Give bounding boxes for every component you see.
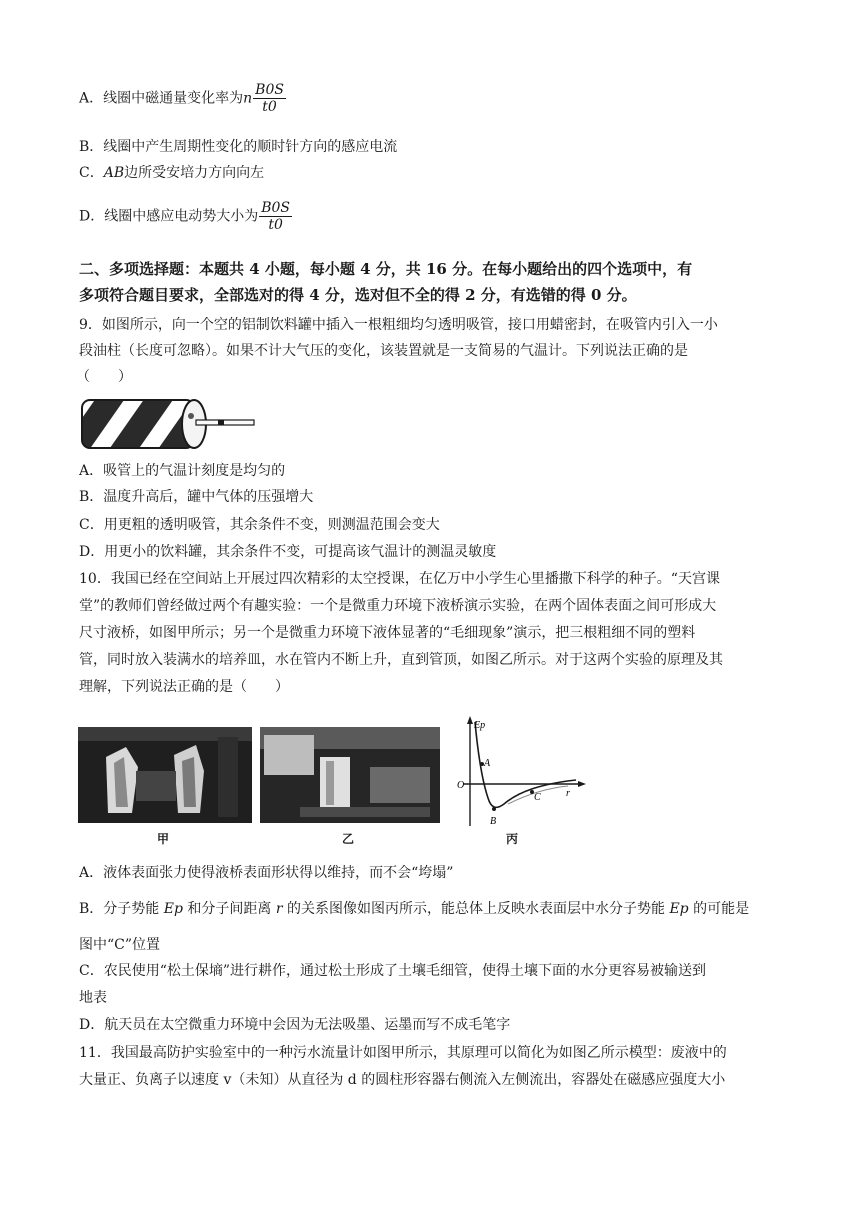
- section-heading-line2: 多项符合题目要求，全部选对的得 4 分，选对但不全的得 2 分，有选错的得 0 分。: [79, 286, 637, 304]
- fraction-numerator: B0S: [261, 200, 291, 216]
- y-axis-arrow-icon: [467, 716, 473, 724]
- photo-liquid-bridge: [78, 727, 252, 823]
- point-b-label: B: [490, 816, 497, 827]
- y-axis-label: Ep: [474, 720, 486, 731]
- q11-stem-line1: 11．我国最高防护实验室中的一种污水流量计如图甲所示，其原理可以简化为如图乙所示模型：废液中的: [79, 1045, 727, 1061]
- q10-option-d: D．航天员在太空微重力环境中会因为无法吸墨、运墨而写不成毛笔字: [79, 1017, 511, 1033]
- figure-label-bing: 丙: [506, 832, 519, 846]
- q9-stem-line1: 9．如图所示，向一个空的铝制饮料罐中插入一根粗细均匀透明吸管，接口用蜡密封，在吸管内引入一小: [79, 317, 718, 333]
- q9-option-b: B．温度升高后，罐中气体的压强增大: [79, 489, 314, 505]
- ep-symbol: Ep: [669, 901, 689, 917]
- q10-option-b-line2: 图中“C”位置: [79, 937, 161, 953]
- q10-stem-line5: 理解，下列说法正确的是（ ）: [79, 679, 289, 695]
- r-symbol: r: [275, 901, 283, 917]
- soda-can-thermometer-figure: [78, 396, 258, 454]
- q8-option-d-text: D．线圈中感应电动势大小为: [79, 208, 259, 225]
- q8-option-c-text: 边所受安培力方向向左: [124, 165, 265, 181]
- q10-option-a: A．液体表面张力使得液桥表面形状得以维持，而不会“垮塌”: [79, 865, 454, 881]
- origin-label: O: [457, 780, 465, 791]
- q10-stem-line1: 10．我国已经在空间站上开展过四次精彩的太空授课，在亿万中小学生心里播撒下科学的种子。“天宫课: [79, 571, 720, 587]
- figure-label-yi: 乙: [342, 832, 355, 846]
- fraction-denominator: t0: [262, 99, 277, 115]
- point-b: [492, 807, 496, 811]
- q10-stem-line4: 管，同时放入装满水的培养皿，水在管内不断上升，直到管顶，如图乙所示。对于这两个实验的原理及其: [79, 652, 723, 668]
- potential-energy-graph: [448, 714, 588, 832]
- q9-stem-line2: 段油柱（长度可忽略）。如果不计大气压的变化，该装置就是一支简易的气温计。下列说法正确的是: [79, 343, 688, 359]
- q9-option-a: A．吸管上的气温计刻度是均匀的: [79, 463, 286, 479]
- q8-option-c-prefix: C．: [79, 165, 104, 181]
- q8-option-b: B．线圈中产生周期性变化的顺时针方向的感应电流: [79, 139, 398, 155]
- q10-stem-line3: 尺寸液桥，如图甲所示；另一个是微重力环境下液体显著的“毛细现象”演示，把三根粗细不同的塑料: [79, 625, 696, 641]
- q9-option-c: C．用更粗的透明吸管，其余条件不变，则测温范围会变大: [79, 517, 440, 533]
- fraction-numerator: B0S: [255, 82, 284, 98]
- q10-option-c-line1: C．农民使用“松土保墒”进行耕作，通过松土形成了土壤毛细管，使得土壤下面的水分更容易被输送到: [79, 963, 707, 979]
- q10-stem-line2: 堂”的教师们曾经做过两个有趣实验：一个是微重力环境下液桥演示实验，在两个固体表面之间可形成大: [79, 598, 717, 614]
- q8-option-a-text: A．线圈中磁通量变化率为: [79, 90, 244, 107]
- q8-option-a-fraction: [253, 82, 286, 115]
- q10-option-b-part1: B．分子势能: [79, 901, 164, 917]
- q10-option-b-part2: 和分子间距离: [182, 901, 276, 917]
- section-heading-line1: 二、多项选择题：本题共 4 小题，每小题 4 分，共 16 分。在每小题给出的四个选项中，有: [79, 260, 693, 278]
- fraction-denominator: t0: [268, 217, 283, 233]
- ep-curve: [475, 722, 576, 807]
- ep-symbol: Ep: [163, 901, 183, 917]
- q8-option-c: [79, 164, 264, 182]
- q8-option-a: [79, 82, 286, 115]
- q10-option-b-part4: 的可能是: [688, 901, 750, 917]
- q9-option-d: D．用更小的饮料罐，其余条件不变，可提高该气温计的测温灵敏度: [79, 544, 497, 560]
- q8-option-d: [79, 200, 292, 233]
- point-c-label: C: [534, 792, 541, 803]
- q8-option-d-fraction: [259, 200, 292, 233]
- x-axis-label: r: [566, 788, 570, 799]
- q8-option-c-symbol: AB: [103, 165, 125, 181]
- photo-capillary-tubes: [260, 727, 440, 823]
- q10-option-b-line1: [79, 900, 749, 918]
- figure-label-jia: 甲: [157, 832, 170, 846]
- x-axis-arrow-icon: [578, 781, 586, 787]
- q8-option-a-coef: n: [243, 90, 253, 107]
- q9-answer-paren: （ ）: [76, 369, 132, 385]
- point-a-label: A: [484, 758, 491, 769]
- q11-stem-line2: 大量正、负离子以速度 v（未知）从直径为 d 的圆柱形容器右侧流入左侧流出，容器处在磁感应强度大小: [79, 1072, 726, 1088]
- q10-option-b-part3: 的关系图像如图丙所示，能总体上反映水表面层中水分子势能: [282, 901, 670, 917]
- q10-option-c-line2: 地表: [79, 990, 107, 1006]
